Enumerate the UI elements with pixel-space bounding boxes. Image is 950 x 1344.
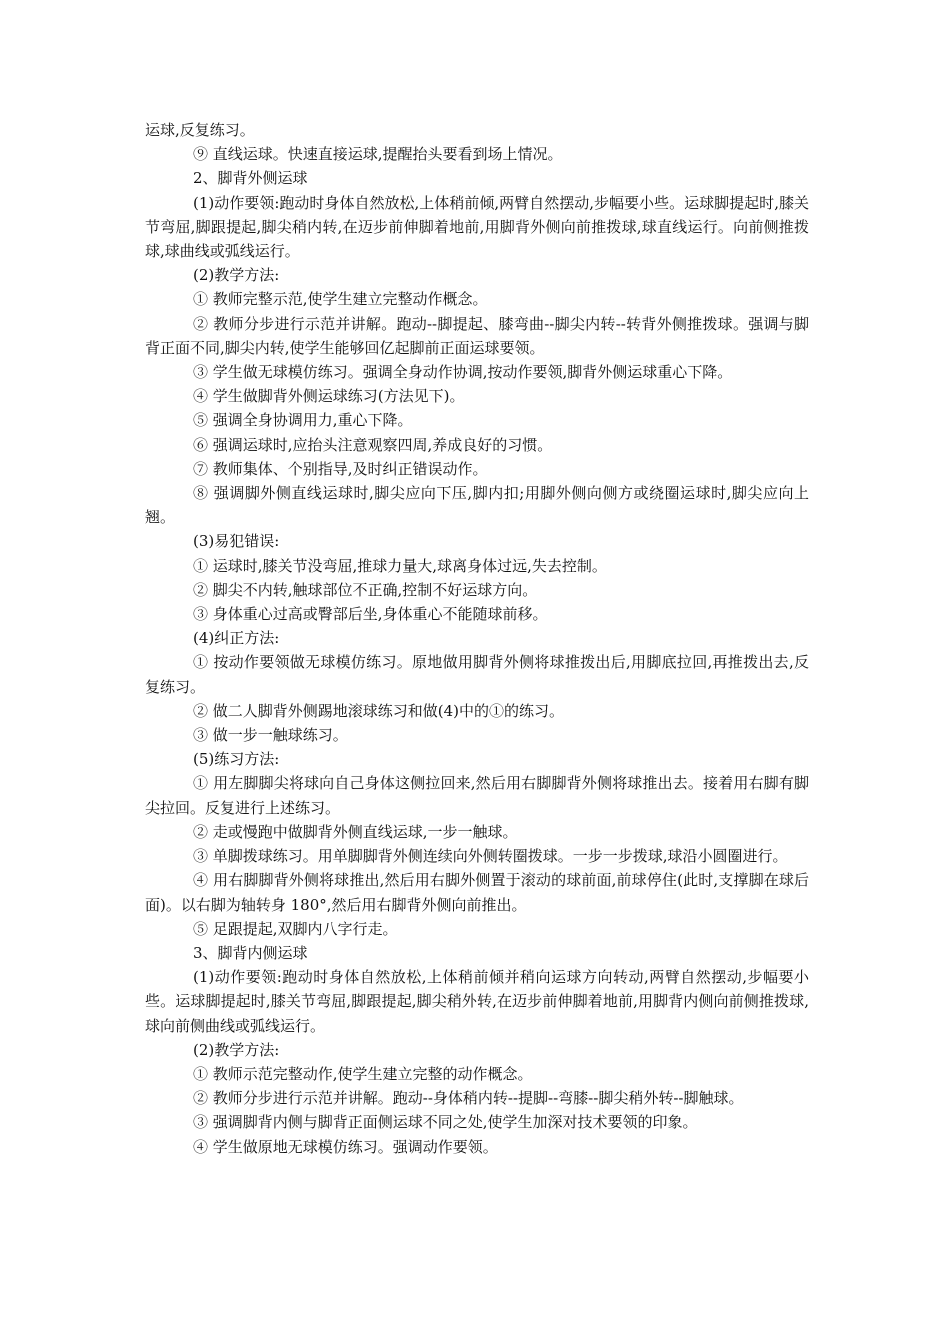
paragraph: ③ 做一步一触球练习。 xyxy=(193,726,348,745)
paragraph: (1)动作要领:跑动时身体自然放松,上体稍前倾并稍向运球方向转动,两臂自然摆动,步幅要小些。运球脚提起时,膝关节弯屈,脚跟提起,脚尖稍外转,在迈步前伸脚着地前,用脚背内侧向前侧推拨球,球向前侧曲线或弧线运行。 xyxy=(145,968,809,1035)
paragraph: (1)动作要领:跑动时身体自然放松,上体稍前倾,两臂自然摆动,步幅要小些。运球脚提起时,膝关节弯屈,脚跟提起,脚尖稍内转,在迈步前伸脚着地前,用脚背外侧向前推拨球,球直线运行。向前侧推拨球,球曲线或弧线运行。 xyxy=(145,193,809,261)
paragraph: 运球,反复练习。 xyxy=(145,121,255,139)
paragraph: 3、脚背内侧运球 xyxy=(193,943,308,962)
paragraph: (4)纠正方法: xyxy=(193,629,280,648)
paragraph: ② 脚尖不内转,触球部位不正确,控制不好运球方向。 xyxy=(193,580,538,599)
paragraph: ② 教师分步进行示范并讲解。跑动--身体稍内转--提脚--弯膝--脚尖稍外转--脚触球。 xyxy=(193,1089,744,1108)
paragraph: ⑨ 直线运球。快速直接运球,提醒抬头要看到场上情况。 xyxy=(193,145,563,164)
paragraph: ④ 学生做原地无球模仿练习。强调动作要领。 xyxy=(193,1137,498,1156)
paragraph: ⑦ 教师集体、个别指导,及时纠正错误动作。 xyxy=(193,459,488,478)
paragraph: ④ 用右脚脚背外侧将球推出,然后用右脚外侧置于滚动的球前面,前球停住(此时,支撑脚在球后面)。以右脚为轴转身 180°,然后用右脚背外侧向前推出。 xyxy=(145,871,809,914)
paragraph: (2)教学方法: xyxy=(193,266,280,285)
paragraph: (3)易犯错误: xyxy=(193,532,280,551)
paragraph: 2、脚背外侧运球 xyxy=(193,169,308,188)
paragraph: ④ 学生做脚背外侧运球练习(方法见下)。 xyxy=(193,387,465,406)
paragraph: ⑤ 强调全身协调用力,重心下降。 xyxy=(193,411,413,430)
paragraph: ③ 单脚拨球练习。用单脚脚背外侧连续向外侧转圈拨球。一步一步拨球,球沿小圆圈进行。 xyxy=(193,847,788,866)
paragraph: ③ 强调脚背内侧与脚背正面侧运球不同之处,使学生加深对技术要领的印象。 xyxy=(193,1113,698,1132)
paragraph: ⑥ 强调运球时,应抬头注意观察四周,养成良好的习惯。 xyxy=(193,435,553,454)
paragraph: (2)教学方法: xyxy=(193,1040,280,1059)
paragraph: ① 教师完整示范,使学生建立完整动作概念。 xyxy=(193,290,488,309)
paragraph: ③ 身体重心过高或臀部后坐,身体重心不能随球前移。 xyxy=(193,605,548,624)
paragraph: ⑤ 足跟提起,双脚内八字行走。 xyxy=(193,919,398,938)
paragraph: ① 按动作要领做无球模仿练习。原地做用脚背外侧将球推拨出后,用脚底拉回,再推拨出去,反复练习。 xyxy=(145,653,809,696)
paragraph: ② 走或慢跑中做脚背外侧直线运球,一步一触球。 xyxy=(193,822,518,841)
paragraph: ① 教师示范完整动作,使学生建立完整的动作概念。 xyxy=(193,1064,533,1083)
paragraph: ① 运球时,膝关节没弯屈,推球力量大,球离身体过远,失去控制。 xyxy=(193,556,607,575)
paragraph: (5)练习方法: xyxy=(193,750,280,769)
paragraph: ② 做二人脚背外侧踢地滚球练习和做(4)中的①的练习。 xyxy=(193,701,565,720)
paragraph: ① 用左脚脚尖将球向自己身体这侧拉回来,然后用右脚脚背外侧将球推出去。接着用右脚有脚尖拉回。反复进行上述练习。 xyxy=(145,774,809,817)
paragraph: ⑧ 强调脚外侧直线运球时,脚尖应向下压,脚内扣;用脚外侧向侧方或绕圈运球时,脚尖应向上翘。 xyxy=(145,484,809,527)
paragraph: ② 教师分步进行示范并讲解。跑动--脚提起、膝弯曲--脚尖内转--转背外侧推拨球。强调与脚背正面不同,脚尖内转,使学生能够回亿起脚前正面运球要领。 xyxy=(145,314,809,357)
document-page xyxy=(145,118,809,1159)
paragraph: ③ 学生做无球模仿练习。强调全身动作协调,按动作要领,脚背外侧运球重心下降。 xyxy=(193,363,733,382)
